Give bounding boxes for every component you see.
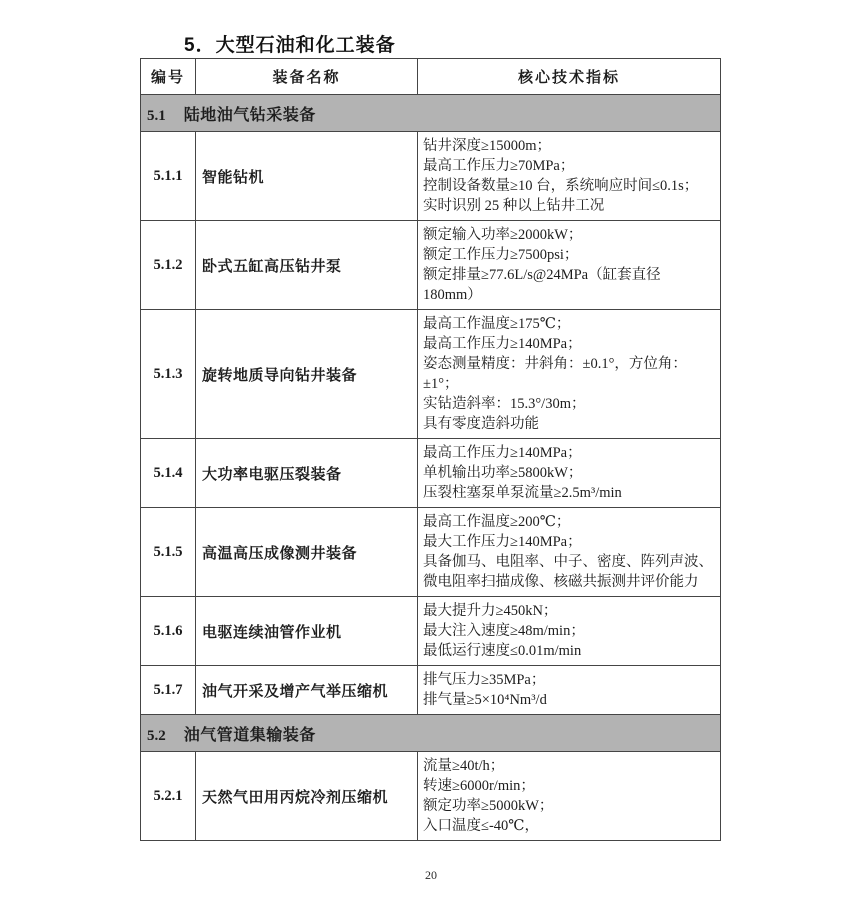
spec-line: 额定功率≥5000kW；: [423, 798, 554, 814]
spec-line: 额定输入功率≥2000kW；: [423, 227, 583, 243]
section-title: 油气管道集输装备: [183, 726, 316, 744]
equipment-number-cell: 5.1.4: [141, 439, 196, 508]
spec-line: 最高工作压力≥140MPa；: [423, 445, 582, 461]
section-header-row-5.1: [141, 95, 721, 132]
spec-line: 最大提升力≥450kN；: [423, 603, 558, 619]
spec-line: 排气压力≥35MPa；: [423, 672, 546, 688]
spec-line: 控制设备数量≥10 台，系统响应时间≤0.1s；: [423, 178, 699, 194]
spec-line: 实时识别 25 种以上钻井工况: [423, 198, 605, 214]
spec-line: 最高工作压力≥140MPa；: [423, 336, 582, 352]
column-header-equipment-name: 装备名称: [196, 59, 418, 95]
spec-line: 最大注入速度≥48m/min；: [423, 623, 585, 639]
spec-line: 排气量≥5×10⁴Nm³/d: [423, 692, 547, 708]
spec-line: 额定排量≥77.6L/s@24MPa（缸套直径 180mm）: [423, 267, 661, 303]
equipment-specs-cell: [418, 310, 721, 439]
column-header-core-indicators: 核心技术指标: [418, 59, 721, 95]
spec-line: 具有零度造斜功能: [423, 416, 539, 432]
spec-line: 最高工作温度≥200℃；: [423, 514, 571, 530]
equipment-row-5.2.1: [141, 752, 721, 841]
section-number: 5.2: [147, 727, 166, 744]
page-title: 5．大型石油和化工装备: [184, 35, 396, 56]
equipment-number-cell: 5.1.1: [141, 132, 196, 221]
equipment-specs-cell: [418, 666, 721, 715]
equipment-name-cell: 油气开采及增产气举压缩机: [196, 666, 418, 715]
equipment-name-cell: 电驱连续油管作业机: [196, 597, 418, 666]
spec-line: 入口温度≤-40℃，: [423, 818, 540, 834]
equipment-number-cell: 5.1.2: [141, 221, 196, 310]
equipment-name-cell: 高温高压成像测井装备: [196, 508, 418, 597]
spec-line: 额定工作压力≥7500psi；: [423, 247, 579, 263]
section-number: 5.1: [147, 107, 166, 124]
equipment-name-cell: 大功率电驱压裂装备: [196, 439, 418, 508]
spec-line: 最高工作温度≥175℃；: [423, 316, 571, 332]
equipment-number-cell: 5.1.5: [141, 508, 196, 597]
equipment-name-cell: 天然气田用丙烷冷剂压缩机: [196, 752, 418, 841]
equipment-row-5.1.3: [141, 310, 721, 439]
table-header-row: [141, 59, 721, 95]
section-title: 陆地油气钻采装备: [183, 106, 316, 124]
equipment-table: [140, 58, 721, 841]
equipment-row-5.1.1: [141, 132, 721, 221]
spec-line: 最大工作压力≥140MPa；: [423, 534, 582, 550]
equipment-specs-cell: [418, 508, 721, 597]
equipment-name-cell: 旋转地质导向钻井装备: [196, 310, 418, 439]
spec-line: 钻井深度≥15000m；: [423, 138, 551, 154]
spec-line: 压裂柱塞泵单泵流量≥2.5m³/min: [423, 485, 622, 501]
section-header-cell: [141, 715, 721, 752]
equipment-row-5.1.6: [141, 597, 721, 666]
spec-line: 最高工作压力≥70MPa；: [423, 158, 575, 174]
equipment-number-cell: 5.1.7: [141, 666, 196, 715]
equipment-name-cell: 卧式五缸高压钻井泵: [196, 221, 418, 310]
section-header-row-5.2: [141, 715, 721, 752]
equipment-specs-cell: [418, 597, 721, 666]
equipment-name-cell: 智能钻机: [196, 132, 418, 221]
spec-line: 单机输出功率≥5800kW；: [423, 465, 583, 481]
equipment-specs-cell: [418, 439, 721, 508]
spec-line: 姿态测量精度：井斜角：±0.1°，方位角：±1°；: [423, 356, 687, 392]
equipment-row-5.1.4: [141, 439, 721, 508]
equipment-number-cell: 5.2.1: [141, 752, 196, 841]
column-header-number: 编号: [141, 59, 196, 95]
equipment-specs-cell: [418, 132, 721, 221]
equipment-row-5.1.2: [141, 221, 721, 310]
equipment-number-cell: 5.1.6: [141, 597, 196, 666]
equipment-row-5.1.5: [141, 508, 721, 597]
equipment-specs-cell: [418, 752, 721, 841]
section-header-cell: [141, 95, 721, 132]
page-number: 20: [425, 868, 437, 882]
spec-line: 实钻造斜率：15.3°/30m；: [423, 396, 586, 412]
spec-line: 流量≥40t/h；: [423, 758, 505, 774]
equipment-specs-cell: [418, 221, 721, 310]
spec-line: 转速≥6000r/min；: [423, 778, 535, 794]
spec-line: 具备伽马、电阻率、中子、密度、阵列声波、微电阻率扫描成像、核磁共振测井评价能力: [423, 554, 713, 590]
spec-line: 最低运行速度≤0.01m/min: [423, 643, 582, 659]
equipment-row-5.1.7: [141, 666, 721, 715]
equipment-number-cell: 5.1.3: [141, 310, 196, 439]
